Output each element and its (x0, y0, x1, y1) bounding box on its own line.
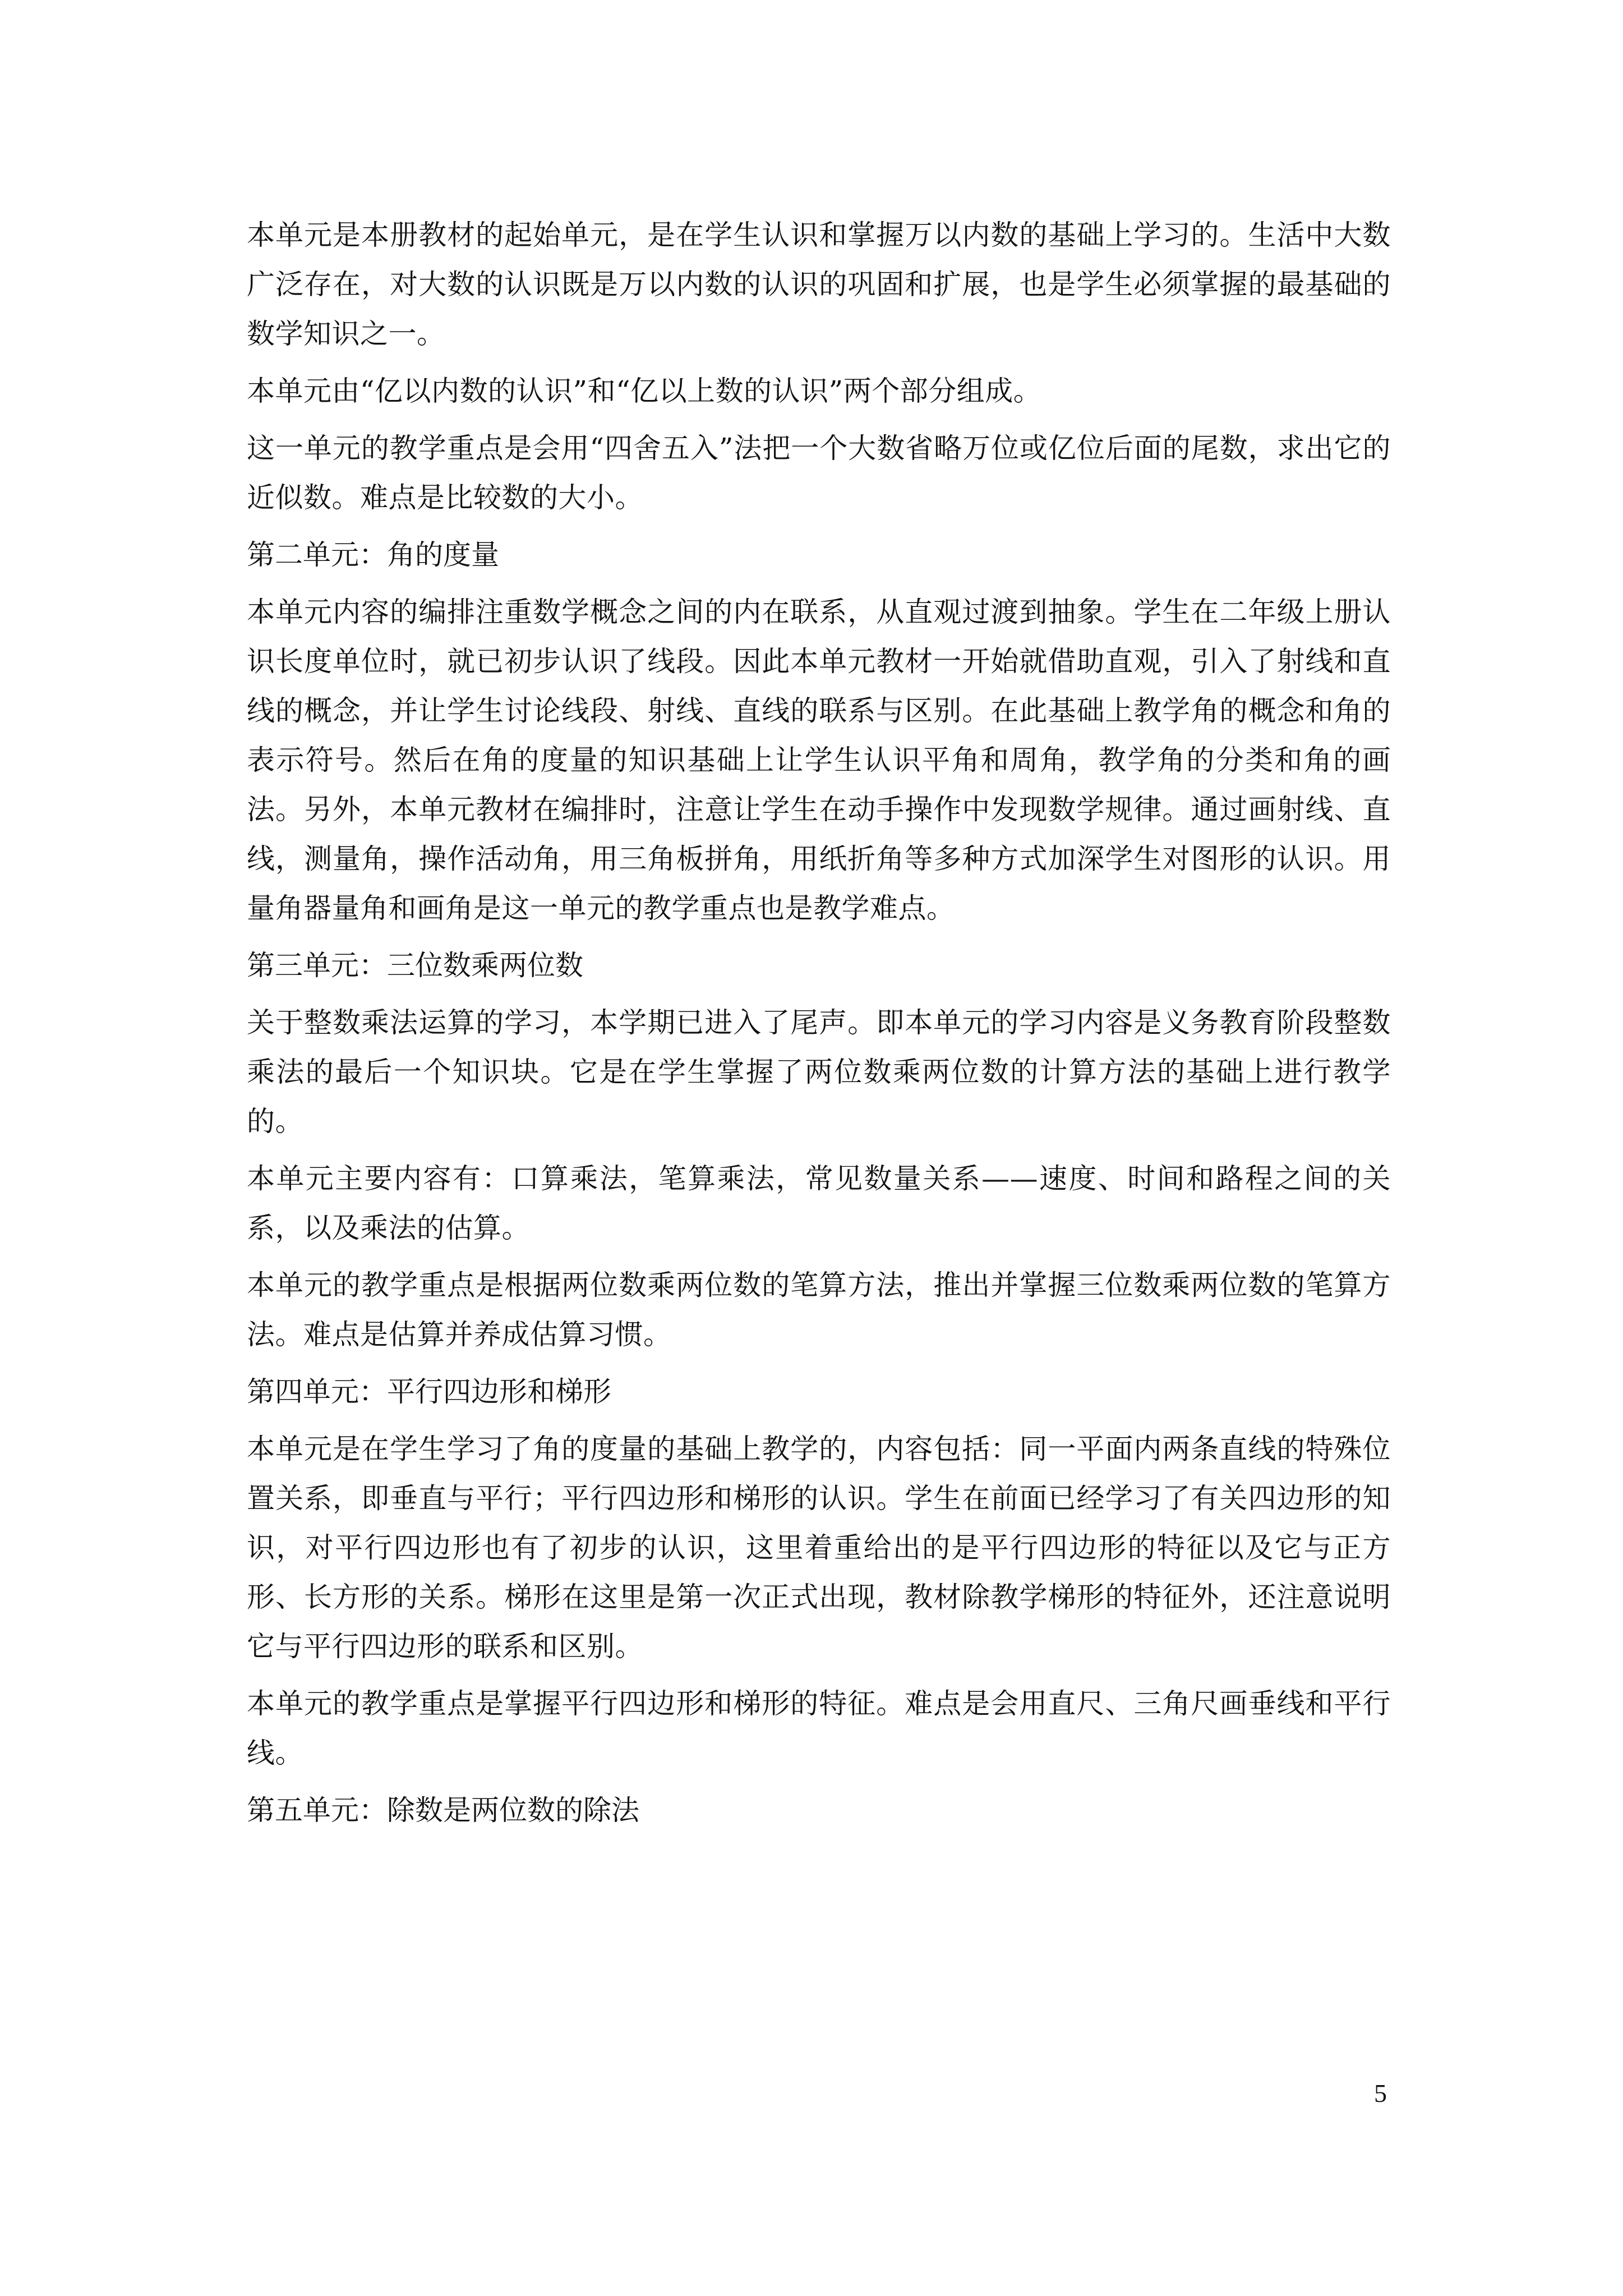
paragraph-unit4-content: 本单元是在学生学习了角的度量的基础上教学的，内容包括：同一平面内两条直线的特殊位置关系，即垂直与平行；平行四边形和梯形的认识。学生在前面已经学习了有关四边形的知识，对平行四边形也有了初步的认识，这里着重给出的是平行四边形的特征以及它与正方形、长方形的关系。梯形在这里是第一次正式出现，教材除教学梯形的特征外，还注意说明它与平行四边形的联系和区别。 (247, 1433, 1391, 1663)
paragraph-unit4-focus: 本单元的教学重点是掌握平行四边形和梯形的特征。难点是会用直尺、三角尺画垂线和平行线。 (247, 1687, 1391, 1769)
paragraph-unit3-intro: 关于整数乘法运算的学习，本学期已进入了尾声。即本单元的学习内容是义务教育阶段整数乘法的最后一个知识块。它是在学生掌握了两位数乘两位数的计算方法的基础上进行教学的。 (247, 1006, 1391, 1138)
paragraph-unit1-focus: 这一单元的教学重点是会用“四舍五入”法把一个大数省略万位或亿位后面的尾数，求出它的近似数。难点是比较数的大小。 (247, 432, 1391, 514)
heading-unit3: 第三单元：三位数乘两位数 (247, 949, 583, 982)
paragraph-unit2-content: 本单元内容的编排注重数学概念之间的内在联系，从直观过渡到抽象。学生在二年级上册认识长度单位时，就已初步认识了线段。因此本单元教材一开始就借助直观，引入了射线和直线的概念，并让学生讨论线段、射线、直线的联系与区别。在此基础上教学角的概念和角的表示符号。然后在角的度量的知识基础上让学生认识平角和周角，教学角的分类和角的画法。另外，本单元教材在编排时，注意让学生在动手操作中发现数学规律。通过画射线、直线，测量角，操作活动角，用三角板拼角，用纸折角等多种方式加深学生对图形的认识。用量角器量角和画角是这一单元的教学重点也是教学难点。 (247, 596, 1391, 924)
paragraph-unit1-structure: 本单元由“亿以内数的认识”和“亿以上数的认识”两个部分组成。 (247, 375, 1042, 407)
heading-unit4: 第四单元：平行四边形和梯形 (247, 1375, 611, 1408)
heading-unit2: 第二单元：角的度量 (247, 539, 499, 571)
page-number: 5 (1374, 2079, 1387, 2108)
paragraph-unit3-content: 本单元主要内容有：口算乘法，笔算乘法，常见数量关系——速度、时间和路程之间的关系，以及乘法的估算。 (247, 1162, 1391, 1244)
paragraph-unit3-focus: 本单元的教学重点是根据两位数乘两位数的笔算方法，推出并掌握三位数乘两位数的笔算方法。难点是估算并养成估算习惯。 (247, 1269, 1391, 1351)
heading-unit5: 第五单元：除数是两位数的除法 (247, 1794, 639, 1826)
paragraph-unit1-intro: 本单元是本册教材的起始单元，是在学生认识和掌握万以内数的基础上学习的。生活中大数广泛存在，对大数的认识既是万以内数的认识的巩固和扩展，也是学生必须掌握的最基础的数学知识之一。 (247, 219, 1391, 350)
page-body (247, 210, 1391, 1843)
